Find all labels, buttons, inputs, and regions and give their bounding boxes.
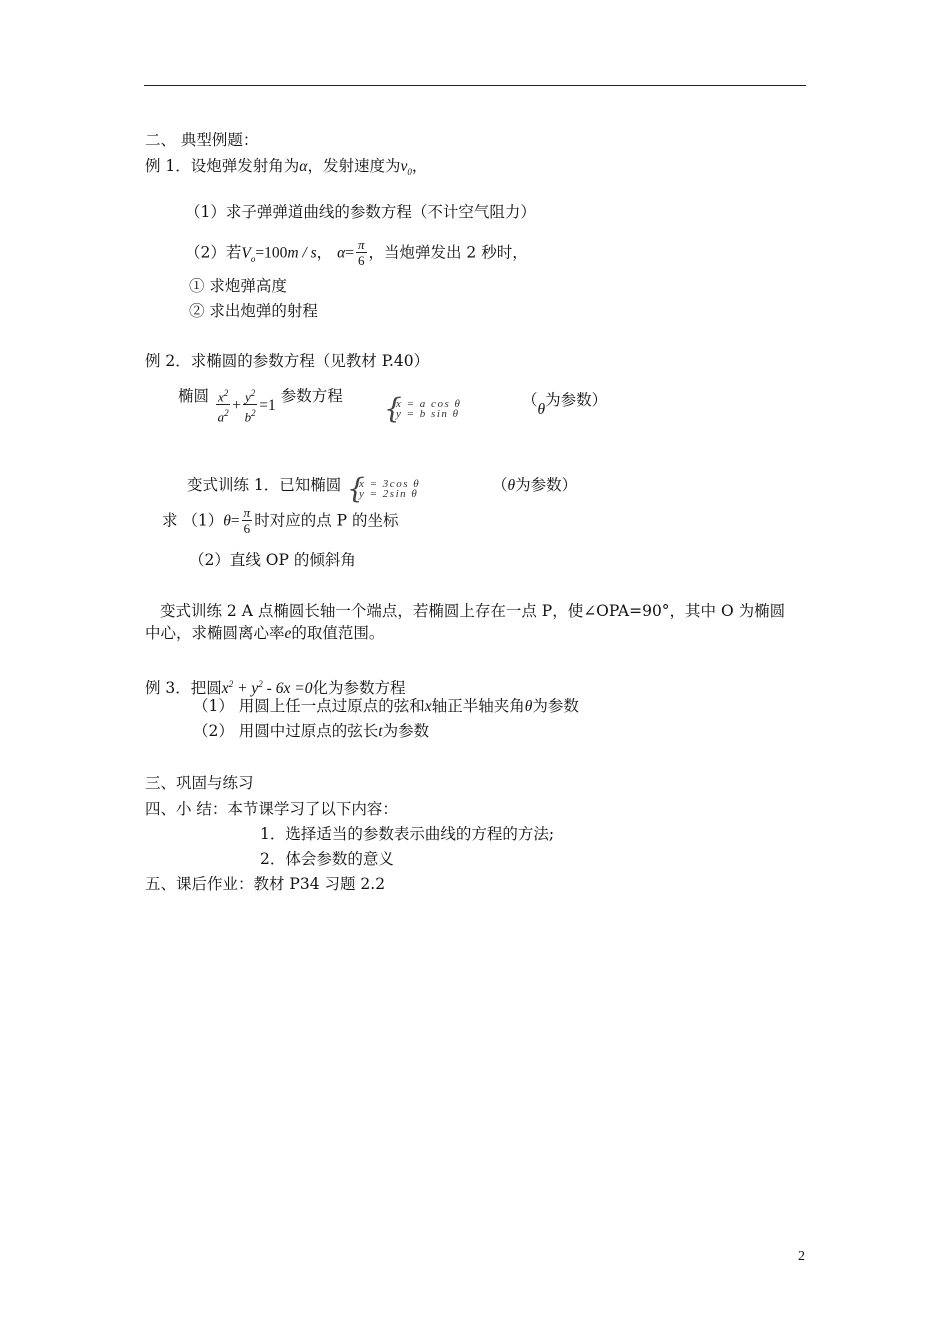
equals-one: =1 xyxy=(259,396,276,414)
example-1-item-1: ① 求炮弹高度 xyxy=(189,277,287,295)
section-5-homework: 五、课后作业：教材 P34 习题 2.2 xyxy=(145,875,386,893)
pi-over-six-fraction: $\frac{\pi}{6}$ xyxy=(357,237,365,268)
equation-system-2: { x = 3cos θ y = 2sin θ xyxy=(347,472,421,505)
pi-over-six-fraction-2: $\frac{\pi}{6}$ xyxy=(243,505,251,536)
example-3-q2-text-a: （2） 用圆中过原点的弦长 xyxy=(193,722,379,740)
header-rule xyxy=(144,85,806,86)
variant-1-question-2: （2）直线 OP 的倾斜角 xyxy=(189,551,356,569)
example-3-q1-text-c: 为参数 xyxy=(532,697,579,715)
left-brace-icon: { xyxy=(384,392,402,425)
variant-2-text-b: 的取值范围。 xyxy=(291,624,385,642)
example-3-question-2 xyxy=(193,721,429,742)
section-2-title: 二、 典型例题： xyxy=(145,131,259,149)
velocity-value: =100 xyxy=(255,244,288,262)
theta-symbol: θ xyxy=(537,401,546,418)
t-symbol: t xyxy=(378,723,383,740)
example-3-text-b: 化为参数方程 xyxy=(312,679,406,698)
param-note: 为参数） xyxy=(545,391,608,409)
variant-1-system xyxy=(347,472,421,505)
equals-sign: = xyxy=(345,244,354,262)
y-squared-over-b-squared: $\frac{y^2}{b^2}$ xyxy=(244,388,256,425)
eccentricity-symbol: e xyxy=(284,625,292,642)
paren-open-2: （ xyxy=(492,476,508,494)
x-squared-over-a-squared: $\frac{x^2}{a^2}$ xyxy=(217,388,229,425)
section-4-title: 四、小 结：本节课学习了以下内容： xyxy=(145,800,398,818)
q2-comma: ， xyxy=(316,243,333,262)
example-3-q1-text-b: 轴正半轴夹角 xyxy=(431,697,525,715)
alpha-symbol-2: α xyxy=(337,244,346,262)
theta-symbol-2: θ xyxy=(507,477,516,494)
example-1-intro xyxy=(145,156,427,182)
velocity-symbol: $V_o$ xyxy=(241,244,256,264)
equals-sign-2: = xyxy=(230,512,240,530)
example-1-question-1: （1）求子弹弹道曲线的参数方程（不计空气阻力） xyxy=(185,203,536,221)
ellipse-label: 椭圆 xyxy=(178,387,210,405)
example-1-intro-text-a: 例 1．设炮弹发射角为 xyxy=(145,157,300,175)
ellipse-param-system xyxy=(384,392,462,425)
example-2-ellipse-equation xyxy=(178,386,343,426)
velocity-unit: m / s xyxy=(287,244,317,262)
example-1-question-2 xyxy=(185,238,528,269)
example-3-question-1 xyxy=(193,696,579,717)
x-axis-symbol: x xyxy=(424,698,432,715)
section-3-title: 三、巩固与练习 xyxy=(145,774,254,792)
summary-item-2: 2．体会参数的意义 xyxy=(260,850,394,868)
summary-item-1: 1．选择适当的参数表示曲线的方程的方法; xyxy=(260,825,555,843)
example-1-intro-text-b: ，发射速度为 xyxy=(307,157,401,175)
equation-system-1: { x = a cos θ y = b sin θ xyxy=(384,392,462,425)
page-number: 2 xyxy=(798,1249,805,1264)
variant-1-q1-text-b: 时对应的点 P 的坐标 xyxy=(254,511,399,530)
variant-2-text-a: 中心，求椭圆离心率 xyxy=(145,624,285,642)
theta-symbol-4: θ xyxy=(524,698,533,715)
example-3-text-a: 例 3．把圆 xyxy=(145,679,222,698)
theta-symbol-3: θ xyxy=(223,512,231,530)
variant-1-title-text: 变式训练 1．已知椭圆 xyxy=(187,476,342,494)
plus-sign: + xyxy=(232,396,241,414)
variant-1-title xyxy=(187,475,341,495)
left-brace-icon: { xyxy=(347,472,365,505)
variant-1-param-note xyxy=(492,475,577,496)
variant-2-line-1: 变式训练 2 A 点椭圆长轴一个端点，若椭圆上存在一点 P，使∠OPA=90°，其中 O 为椭圆 xyxy=(160,602,786,620)
circle-equation: $x^2 + y^2 - 6x =0$ xyxy=(221,679,313,698)
example-3-q2-text-b: 为参数 xyxy=(382,722,430,740)
variant-1-q1-text-a: 求 （1） xyxy=(162,511,224,530)
param-equation-label: 参数方程 xyxy=(280,387,343,405)
variant-2-line-2 xyxy=(145,623,384,644)
param-note-2: 为参数） xyxy=(515,476,578,494)
alpha-symbol: α xyxy=(299,158,308,175)
example-2-title: 例 2．求椭圆的参数方程（见教材 P.40） xyxy=(145,352,430,370)
q2-text-a: （2）若 xyxy=(185,243,242,262)
paren-open: （ xyxy=(522,391,538,409)
example-1-intro-text-c: ， xyxy=(411,157,428,175)
example-2-param-note xyxy=(522,390,608,418)
example-1-item-2: ② 求出炮弹的射程 xyxy=(189,302,318,320)
example-3-q1-text-a: （1） 用圆上任一点过原点的弦和 xyxy=(193,697,425,715)
v0-symbol: $v_0$ xyxy=(400,158,412,178)
variant-1-question-1 xyxy=(162,506,398,537)
q2-text-b: ，当炮弹发出 2 秒时， xyxy=(368,243,528,262)
